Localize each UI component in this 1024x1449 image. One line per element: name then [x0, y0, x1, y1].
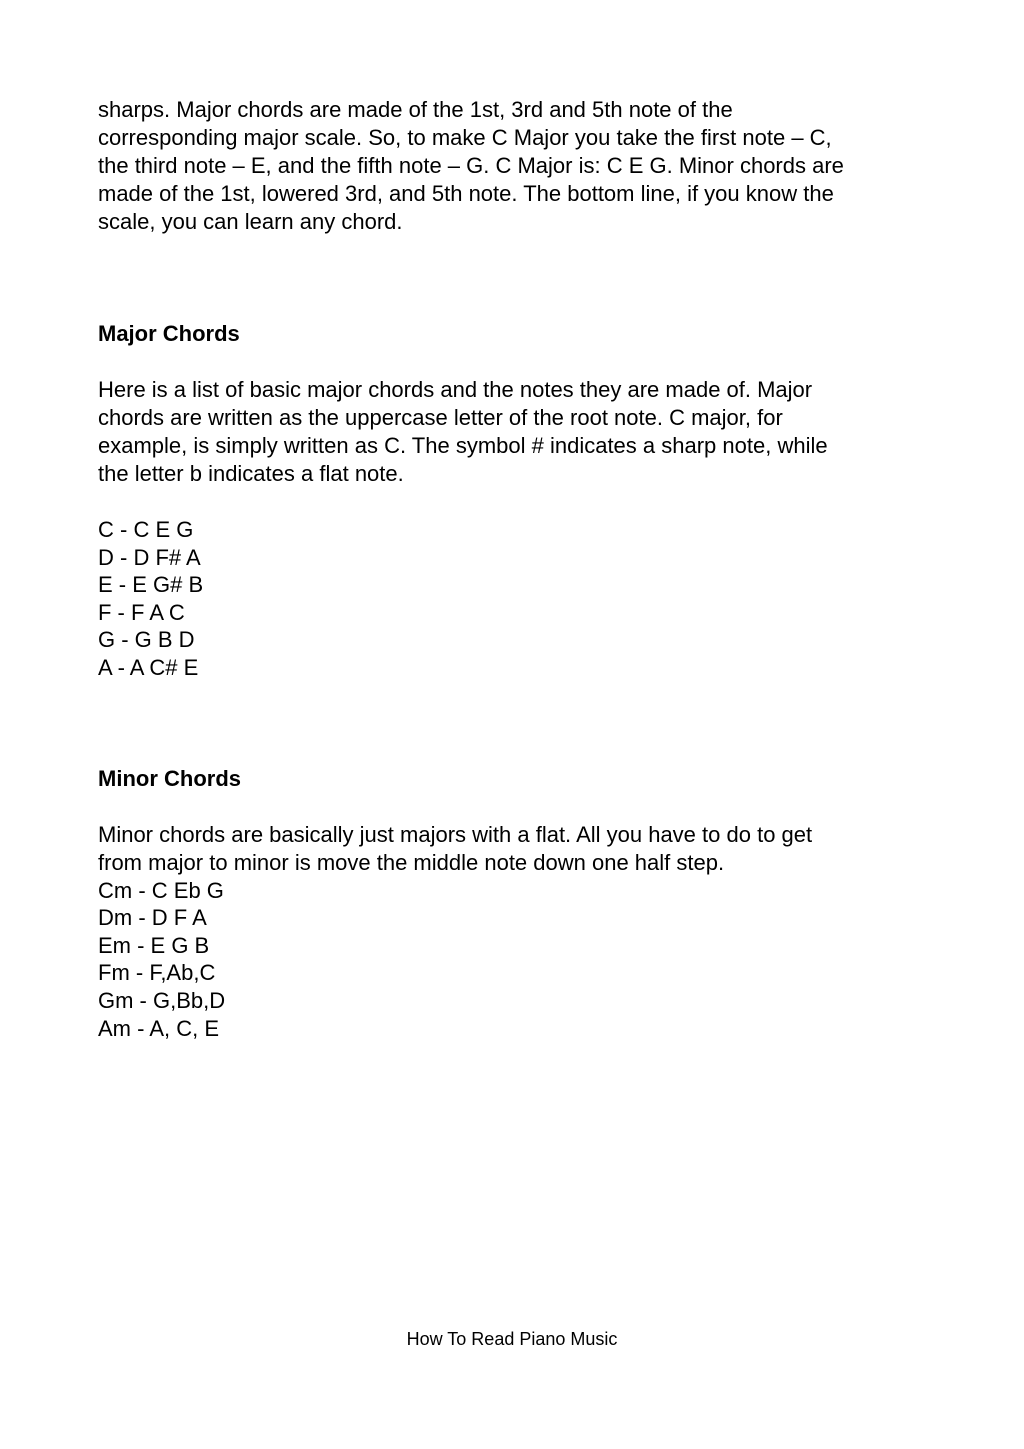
minor-chord-item: Em - E G B [98, 932, 210, 958]
major-chords-heading: Major Chords [98, 321, 240, 346]
minor-chord-item: Am - A, C, E [98, 1015, 220, 1041]
page-footer: How To Read Piano Music [406, 1329, 618, 1349]
major-chord-item: E - E G# B [98, 572, 204, 598]
minor-chord-list [98, 877, 928, 1043]
minor-chord-item: Gm - G,Bb,D [98, 987, 226, 1013]
document-page [98, 96, 928, 1042]
minor-chords-heading: Minor Chords [98, 765, 241, 791]
minor-chords-description: Minor chords are basically just majors with a flat. All you have to do to get from major to minor is move the middle note down one half step. [98, 821, 813, 875]
major-chord-item: F - F A C [98, 599, 185, 625]
major-chord-list [98, 516, 928, 682]
major-chord-item: C - C E G [98, 517, 194, 542]
major-chord-item: A - A C# E [98, 654, 199, 680]
minor-chord-item: Fm - F,Ab,C [98, 960, 216, 986]
major-chord-item: G - G B D [98, 627, 195, 653]
major-chord-item: D - D F# A [98, 544, 201, 570]
minor-chord-item: Cm - C Eb G [98, 877, 224, 903]
intro-paragraph: sharps. Major chords are made of the 1st, 3rd and 5th note of the corresponding major scale. So, to make C Major you take the first note – C, the third note – E, and the fifth note – G. C Major is: C E G. Minor chords are made of the 1st, lowered 3rd, and 5th note. The bottom line, if you know the scale, you can learn any chord. [98, 97, 844, 234]
minor-chord-item: Dm - D F A [98, 905, 207, 931]
major-chords-description: Here is a list of basic major chords and the notes they are made of. Major chords are written as the uppercase letter of the root note. C major, for example, is simply written as C. The symbol # indicates a sharp note, while the letter b indicates a flat note. [98, 377, 828, 486]
